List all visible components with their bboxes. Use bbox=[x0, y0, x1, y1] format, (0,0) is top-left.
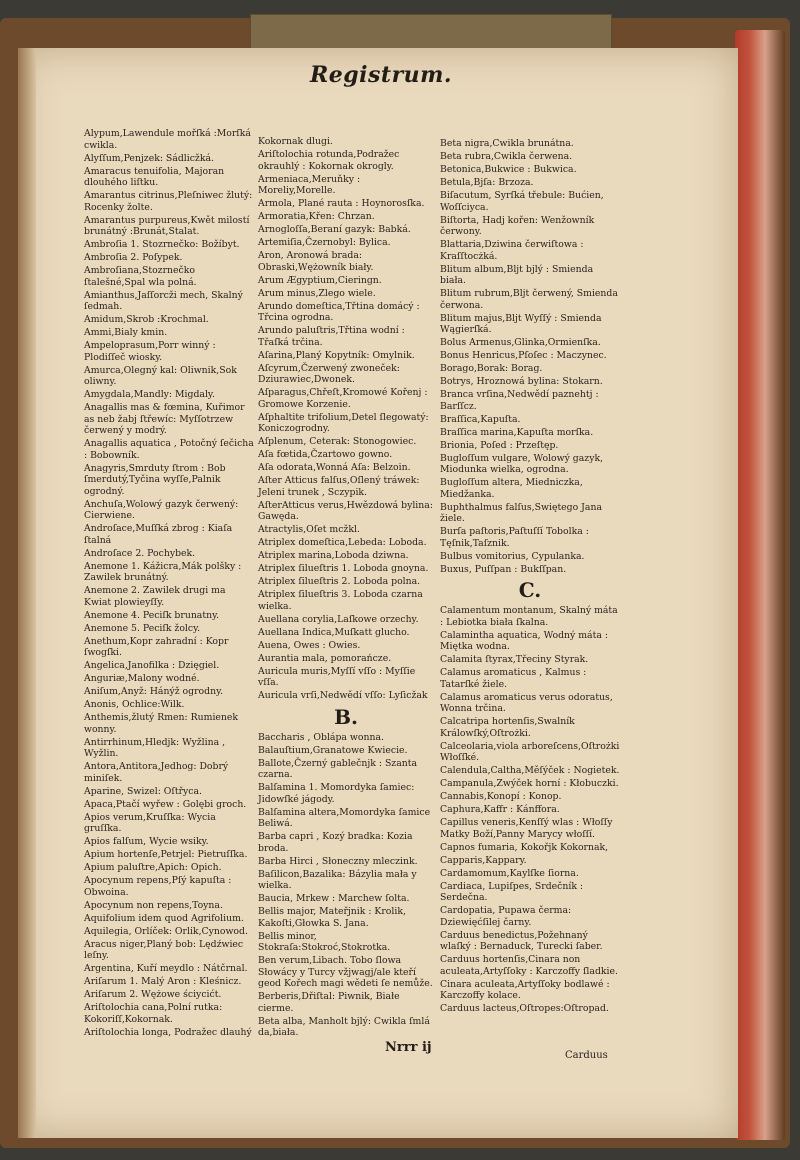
index-entry: Ampeloprasum,Porr winný : Plodiſſeč wiosky. bbox=[84, 340, 216, 363]
index-entry: Anonis, Ochlice:Wilk. bbox=[84, 699, 185, 710]
column-1 bbox=[84, 128, 254, 1040]
index-entry: Amarantus purpureus,Kwět milostí brunátný :Brunát,Stalat. bbox=[84, 214, 250, 237]
index-entry: Ambroſia 1. Stozrnečko: Božíbyt. bbox=[84, 239, 240, 250]
index-entry: Biſtorta, Hadj kořen: Wenžowník čerwony. bbox=[440, 214, 595, 237]
index-entry: Bellis minor, Stokraſa:Stokroć,Stokrotka. bbox=[258, 930, 391, 953]
index-entry: Armola, Plané rauta : Hoynorosſka. bbox=[258, 198, 425, 209]
index-entry: Arundo paluſtris,Třtina wodní : Třaſká trčina. bbox=[258, 325, 405, 348]
index-entry: Apium paluſtre,Apich: Opich. bbox=[84, 862, 222, 873]
index-entry: Calamus aromaticus , Kalmus : Tatarſké žiele. bbox=[440, 667, 587, 690]
index-entry: Atractylis,Oſet mcžkl. bbox=[258, 524, 360, 535]
index-entry: Antora,Antitora,Jedhog: Dobrý miniſek. bbox=[84, 761, 229, 784]
index-entry: Amygdala,Mandly: Migdaly. bbox=[84, 389, 215, 400]
index-entry: Aparine, Swizel: Oſtřyca. bbox=[84, 785, 202, 797]
index-entry: Bugloſſum altera, Miedniczka, Miedžanka. bbox=[440, 477, 583, 500]
index-entry: Atriplex marina,Loboda dziwna. bbox=[258, 550, 409, 561]
index-entry: Ariſtolochia longa, Podražec dlauhý bbox=[84, 1026, 252, 1038]
index-entry: Biſacutum, Syrſká třebule: Bućien, Woſſciyca. bbox=[440, 190, 604, 213]
index-entry: Anagyris,Smrduty ſtrom : Bob ſmerdutý,Tyčina wyſſe,Palnik ogrodný. bbox=[84, 462, 226, 497]
index-entry: Anethum,Kopr zahradní : Kopr ſwogſki. bbox=[84, 635, 229, 658]
clip-bar bbox=[250, 14, 612, 52]
index-entry: Androſace 2. Pochybek. bbox=[84, 547, 196, 559]
index-entry: Amaracus tenuifolia, Majoran dlouhého liſtku. bbox=[84, 165, 225, 188]
index-entry: Alypum,Lawendule mořſká :Morſká cwikla. bbox=[84, 128, 251, 151]
index-entry: Ammi,Bialy kmin. bbox=[84, 327, 168, 338]
index-entry: Auellana corylia,Laſkowe orzechy. bbox=[258, 613, 419, 625]
index-entry: Barba capri , Kozý bradka: Kozia broda. bbox=[258, 831, 413, 854]
index-entry: Amurca,Olegný kal: Oliwnik,Sok oliwny. bbox=[84, 364, 237, 387]
index-entry: Balauſtium,Granatowe Kwiecie. bbox=[258, 744, 408, 756]
index-entry: Betonica,Bukwice : Bukwica. bbox=[440, 164, 577, 175]
index-entry: Aſphaltite trifolium,Detel ſlegowatý: Koniczogrodny. bbox=[258, 411, 429, 434]
index-entry: Angelica,Janofilka : Dzięgiel. bbox=[84, 660, 220, 671]
index-entry: Capnos fumaria, Kokořjk Kokornak, bbox=[440, 841, 609, 853]
index-entry: Bugloſſum vulgare, Wolowý gazyk, Miodunka wielka, ogrodna. bbox=[440, 452, 604, 475]
index-entry: Anagallis mas & fœmina, Kuřimor as neb žabj ſtřewíc: Myſſotrzew čerwený y modrý. bbox=[84, 402, 245, 436]
index-entry: Androſace,Muſſká zbrog : Kiaſa ſtalná bbox=[84, 523, 233, 546]
index-entry: Bonus Henricus,Pſoſec : Maczynec. bbox=[440, 350, 607, 361]
index-entry: Auellana Indica,Muſkatt glucho. bbox=[258, 626, 410, 638]
index-entry: Blitum album,Bljt bjlý : Smienda biała. bbox=[440, 263, 594, 286]
index-entry: Ballote,Čzerný gablečnjk : Szanta czarna. bbox=[258, 757, 418, 780]
index-entry: Aſparagus,Chřeſt,Kromowé Kořenj : Gromowe Korzenie. bbox=[258, 387, 428, 410]
index-entry: Ariſtolochia cana,Polní rutka: Kokoriſſ,Kokornak. bbox=[84, 1002, 223, 1025]
index-entry: Aſcyrum,Čzerwený zwoneček: Dziurawiec,Dwonek. bbox=[258, 362, 400, 385]
index-entry: Calamus aromaticus verus odoratus, Wonna trčina. bbox=[440, 691, 613, 714]
book-edge bbox=[735, 30, 785, 1140]
index-entry: Aſa odorata,Wonná Aſa: Belzoin. bbox=[258, 462, 411, 473]
index-entry: Amarantus citrinus,Pleſniwec žlutý: Rocenky žolte. bbox=[84, 190, 253, 213]
index-entry: Cinara aculeata,Artyſſoky bodlawé : Karczoffy kolace. bbox=[440, 978, 610, 1001]
index-entry: Bolus Armenus,Glinka,Ormienſka. bbox=[440, 337, 601, 348]
index-entry: Blattaria,Dziwina čerwiſtowa : Kraſſtocżká. bbox=[440, 239, 584, 262]
index-entry: Brionia, Poſed : Przeſtęp. bbox=[440, 439, 559, 451]
index-entry: AſterAtticus verus,Hwězdowá bylina: Gawęda. bbox=[258, 499, 433, 522]
index-entry: Auricula vrſi,Nedwědí vſſo: Lyſicžak bbox=[258, 690, 428, 701]
index-entry: Balſamina 1. Momordyka ſamiec: Jidowſké jágody. bbox=[258, 782, 415, 805]
index-entry: Arum Ægyptium,Cieringn. bbox=[258, 274, 382, 286]
index-entry: Cardiaca, Lupiſpes, Srdečník : Serdečna. bbox=[440, 880, 584, 903]
index-entry: Calendula,Caltha,Měſýček : Nogietek. bbox=[440, 765, 620, 776]
index-entry: Apocynum non repens,Toyna. bbox=[84, 899, 223, 911]
index-entry: Ariſarum 1. Malý Aron : Kleśnicz. bbox=[84, 976, 242, 987]
index-entry: Apaca,Ptačí wyřew : Golębi groch. bbox=[84, 798, 247, 810]
index-entry: Baucia, Mrkew : Marchew ſolta. bbox=[258, 893, 410, 904]
index-entry: Aſa fœtida,Čzartowo gowno. bbox=[258, 449, 393, 460]
page-title: Registrum. bbox=[310, 62, 453, 88]
index-entry: Argentina, Kuří meydlo : Nátčrnal. bbox=[84, 963, 248, 974]
index-entry: Ariſtolochia rotunda,Podražec okrauhlý : Kokornak okrogly. bbox=[258, 149, 400, 172]
index-entry: Anemone 4. Peciſk brunatny. bbox=[84, 609, 220, 621]
index-entry: Calceolaria,viola arboreſcens,Oſtrożki Włoſſké. bbox=[440, 740, 620, 763]
index-entry: Ariſarum 2. Wężowe ściycićt. bbox=[84, 989, 222, 1000]
index-entry: Auricula muris,Myſſí vſſo : Myſſie vſſa. bbox=[258, 665, 416, 688]
index-entry: Arundo domeſtica,Třtina domácý : Třcina ogrodna. bbox=[258, 300, 420, 323]
index-entry: Calcatripa hortenſis,Swalník Králowſký,Oſtrożki. bbox=[440, 716, 575, 739]
index-entry: Cardopatia, Pupawa čerma: Dziewięćſilej čarny. bbox=[440, 905, 572, 928]
index-entry: Branca vrſina,Nedwědí paznehtj : Barſſcz. bbox=[440, 389, 599, 412]
index-entry: Anchuſa,Wolowý gazyk čerwený: Cierwiene. bbox=[84, 498, 239, 521]
catchword: Carduus bbox=[565, 1050, 608, 1061]
index-entry: Armoratia,Křen: Chrzan. bbox=[258, 211, 375, 222]
index-entry: Beta nigra,Cwikla brunátna. bbox=[440, 138, 574, 149]
index-entry: Braſſica marina,Kapuſta morſka. bbox=[440, 426, 594, 438]
index-entry: Armeniaca,Meruňky : Moreliy,Morelle. bbox=[258, 173, 361, 196]
index-entry: Atriplex ſilueſtris 2. Loboda polna. bbox=[258, 576, 421, 587]
index-entry: Aſarina,Planý Kopytník: Omylnik. bbox=[258, 349, 415, 361]
index-entry: Ambroſiana,Stozrnečko ſtalešné,Spal wla polná. bbox=[84, 265, 197, 288]
index-entry: Alyſſum,Penjzek: Sádlicžká. bbox=[84, 152, 214, 164]
index-entry: Anemone 2. Zawilek drugi ma Kwiat plowieyſſy. bbox=[84, 585, 226, 608]
index-entry: Apocynum repens,Pſý kapuſta : Obwoina. bbox=[84, 875, 232, 898]
index-entry: Blitum rubrum,Bljt čerwený, Smienda čerwona. bbox=[440, 288, 618, 311]
index-entry: Carduus benedictus,Požehnaný wlaſký : Bernaduck, Turecki ſaber. bbox=[440, 929, 603, 952]
column-2 bbox=[258, 136, 434, 1040]
index-entry: Burſa paſtoris,Paſtuſſí Tobolka : Tęſnik,Taſznik. bbox=[440, 526, 589, 549]
index-entry: Aurantia mala, pomorańcze. bbox=[258, 652, 392, 664]
index-entry: Beta alba, Manholt bjlý: Cwikla ſmlá da,biała. bbox=[258, 1015, 430, 1038]
index-entry: Caphura,Kaffr : Kánffora. bbox=[440, 804, 560, 815]
index-entry: Aquifolium idem quod Agrifolium. bbox=[84, 912, 244, 924]
index-entry: Anguriæ,Malony wodné. bbox=[84, 673, 200, 684]
index-entry: Amidum,Skrob :Krochmal. bbox=[84, 314, 209, 325]
index-entry: Anagallis aquatica , Potočný ſečicha : Bobowník. bbox=[84, 438, 254, 461]
index-entry: Barba Hirci , Słoneczny mleczink. bbox=[258, 855, 418, 867]
index-entry: Calamintha aquatica, Wodný máta : Miętka wodna. bbox=[440, 629, 608, 652]
index-entry: Aracus niger,Planý bob: Lędźwiec leſny. bbox=[84, 938, 244, 961]
index-entry: Atriplex domeſtica,Lebeda: Loboda. bbox=[258, 537, 427, 548]
index-entry: Calamita ſtyrax,Třeciny Styrak. bbox=[440, 654, 589, 665]
index-entry: Amianthus,Jaſſorcži mech, Skalný ſedmah. bbox=[84, 289, 243, 312]
page-gutter bbox=[18, 48, 36, 1138]
index-entry: Cannabis,Konopí : Konop. bbox=[440, 791, 562, 802]
index-entry: Berberis,Dřiſtal: Piwnik, Białe cierme. bbox=[258, 991, 400, 1014]
index-entry: Aquilegia, Orlíček: Orlik,Cynowod. bbox=[84, 925, 248, 937]
index-entry: Apios falſum, Wycie wsiky. bbox=[84, 836, 209, 847]
index-entry: Arnogloſſa,Beraní gazyk: Babká. bbox=[258, 224, 411, 235]
signature-mark: Nrrr ij bbox=[385, 1040, 432, 1055]
index-entry: Apium hortenſe,Petrjel: Pietruſſka. bbox=[84, 849, 248, 860]
index-entry: Borago,Borak: Borag. bbox=[440, 363, 543, 374]
index-entry: Baſilicon,Bazalika: Bázylia mała y wielka. bbox=[258, 868, 417, 891]
section-letter-c: C. bbox=[518, 578, 542, 602]
index-entry: Atriplex ſilueſtris 3. Loboda czarna wielka. bbox=[258, 589, 423, 612]
index-entry: Kokornak dlugi. bbox=[258, 136, 333, 147]
index-entry: Carduus hortenſis,Cinara non aculeata,Artyſſoky : Karczoffy ſladkie. bbox=[440, 954, 618, 977]
index-entry: Aſplenum, Ceterak: Stonogowiec. bbox=[258, 436, 417, 447]
index-entry: Anthemis,žlutý Rmen: Rumienek wonny. bbox=[84, 712, 239, 735]
index-entry: Buphthalmus falſus,Swiętego Jana žiele. bbox=[440, 501, 602, 524]
index-entry: Antirrhinum,Hledjk: Wyžlina , Wyžlin. bbox=[84, 736, 226, 759]
index-entry: Ambroſia 2. Poſypek. bbox=[84, 252, 183, 263]
index-entry: Braſſica,Kapuſta. bbox=[440, 413, 521, 425]
index-entry: Capparis,Kappary. bbox=[440, 854, 527, 866]
index-entry: Arum minus,Zlego wiele. bbox=[258, 287, 376, 299]
index-entry: Artemiſia,Čzernobyl: Bylica. bbox=[258, 237, 391, 248]
index-entry: Aron, Aronowá brada: Obraski,Wężowník biały. bbox=[258, 250, 374, 273]
index-entry: Carduus lacteus,Oſtropes:Oſtropad. bbox=[440, 1003, 609, 1014]
index-entry: Anemone 5. Peciſk žolcy. bbox=[84, 622, 201, 634]
index-entry: Betula,Bjſa: Brzoza. bbox=[440, 177, 534, 188]
index-entry: Apios verum,Kruſſka: Wycia gruſſka. bbox=[84, 811, 216, 834]
column-3 bbox=[440, 138, 620, 1016]
index-entry: Capillus veneris,Kenſſý wlas : Włoſſy Matky Boží,Panny Marycy włoſſí. bbox=[440, 817, 613, 840]
index-entry: Campanula,Zwýček horní : Kłobuczki. bbox=[440, 778, 619, 789]
index-entry: Cardamomum,Kaylſke ſiorna. bbox=[440, 867, 579, 879]
index-entry: Beta rubra,Cwikla čerwena. bbox=[440, 151, 573, 162]
index-entry: Calamentum montanum, Skalný máta : Lebiotka biała ſkalna. bbox=[440, 605, 618, 628]
index-entry: Atriplex ſilueſtris 1. Loboda gnoyna. bbox=[258, 563, 429, 574]
index-entry: Aniſum,Anyž: Hánýž ogrodny. bbox=[84, 686, 224, 697]
index-entry: Balſamina altera,Momordyka ſamice Beliwá. bbox=[258, 806, 431, 829]
index-entry: Bulbus vomitorius, Cypulanka. bbox=[440, 550, 585, 562]
index-entry: Anemone 1. Kážicra,Mák polšky : Zawilek brunátný. bbox=[84, 560, 242, 583]
index-entry: Aſter Atticus falſus,Oſlený tráwek: Jeleni trunek , Sczypik. bbox=[258, 475, 420, 498]
section-letter-b: B. bbox=[334, 704, 358, 729]
index-entry: Bellis major, Mateřjnik : Krolik, Kakoſti,Głowka S. Jana. bbox=[258, 906, 406, 929]
index-entry: Botrys, Hroznowá bylina: Stokarn. bbox=[440, 376, 603, 387]
index-entry: Auena, Owes : Owies. bbox=[258, 639, 361, 651]
index-entry: Blitum majus,Bljt Wyſſý : Smienda Wągierſká. bbox=[440, 312, 602, 335]
index-entry: Buxus, Puſſpan : Bukſſpan. bbox=[440, 563, 567, 575]
index-entry: Baccharis , Oblápa wonna. bbox=[258, 731, 384, 743]
index-entry: Ben verum,Libach. Tobo ſlowa Słowácy y Turcy vžjwagj/ale kteří geod Kořech magi wědeti ſe nemůže. bbox=[258, 955, 433, 989]
